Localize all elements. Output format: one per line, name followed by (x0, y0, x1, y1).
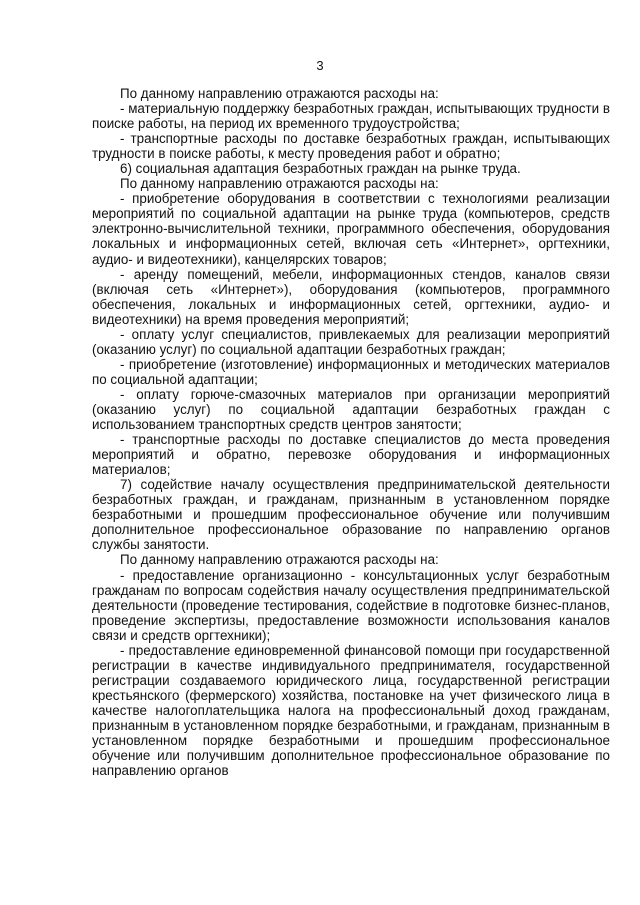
paragraph: - предоставление единовременной финансовой помощи при государственной регистрации в качестве индивидуального предпринимателя, государственной регистрации создаваемого юридического лица, государственной регистрации крестьянского (фермерского) хозяйства, постановке на учет физического лица в качестве налогоплательщика налога на профессиональный доход гражданам, признанным в установленном порядке безработными, и гражданам, признанным в установленном порядке безработными и прошедшим профессиональное обучение или получившим дополнительное профессиональное образование по направлению органов (92, 642, 610, 779)
document-body (92, 86, 610, 778)
paragraph: - материальную поддержку безработных граждан, испытывающих трудности в поиске работы, на период их временного трудоустройства; (92, 101, 610, 132)
paragraph: - аренду помещений, мебели, информационных стендов, каналов связи (включая сеть «Интернет»), оборудования (компьютеров, программного обеспечения, локальных и информационных сетей, оргтехники, аудио- и видеотехники) на время проведения мероприятий; (92, 266, 610, 327)
paragraph: - приобретение (изготовление) информационных и методических материалов по социальной адаптации; (92, 356, 610, 387)
paragraph: По данному направлению отражаются расходы на: (120, 176, 439, 192)
paragraph: - транспортные расходы по доставке специалистов до места проведения мероприятий и обратно, перевозке оборудования и информационных материалов; (92, 432, 610, 478)
paragraph: По данному направлению отражаются расходы на: (120, 552, 439, 568)
paragraph: По данному направлению отражаются расходы на: (120, 86, 439, 101)
paragraph: 7) содействие началу осуществления предпринимательской деятельности безработных граждан, и гражданам, признанным в установленном порядке безработными и прошедшим профессиональное обучение или получившим дополнительное профессиональное образование по направлению органов службы занятости. (92, 477, 610, 553)
paragraph: - предоставление организационно - консультационных услуг безработным гражданам по вопросам содействия началу осуществления предпринимательской деятельности (проведение тестирования, содействие в подготовке бизнес-планов, проведение экспертизы, предоставление возможности использования каналов связи и средств оргтехники); (92, 567, 610, 643)
page-number: 3 (316, 58, 324, 73)
paragraph: - оплату услуг специалистов, привлекаемых для реализации мероприятий (оказанию услуг) по социальной адаптации безработных граждан; (92, 326, 610, 357)
paragraph: - транспортные расходы по доставке безработных граждан, испытывающих трудности в поиске работы, к месту проведения работ и обратно; (92, 131, 610, 162)
paragraph: - оплату горюче-смазочных материалов при организации мероприятий (оказанию услуг) по социальной адаптации безработных граждан с использованием транспортных средств центров занятости; (92, 386, 610, 433)
paragraph: 6) социальная адаптация безработных граждан на рынке труда. (120, 161, 521, 177)
paragraph: - приобретение оборудования в соответствии с технологиями реализации мероприятий по социальной адаптации на рынке труда (компьютеров, средств электронно-вычислительной техники, программного обеспечения, оборудования локальных и информационных сетей, включая сеть «Интернет», оргтехники, аудио- и видеотехники), канцелярских товаров; (92, 191, 610, 267)
